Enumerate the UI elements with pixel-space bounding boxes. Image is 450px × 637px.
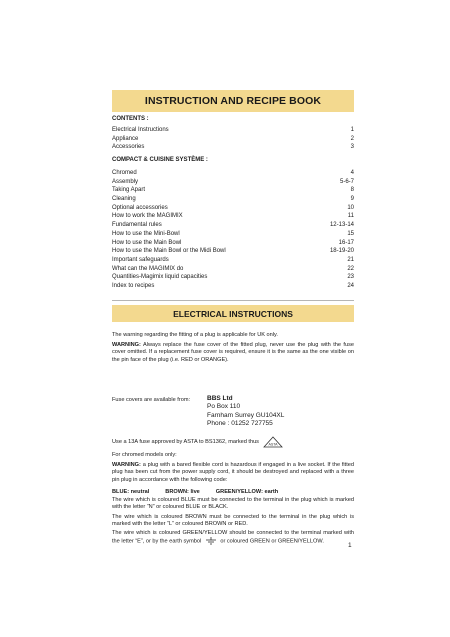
toc-label: Accessories [112, 144, 145, 151]
code-blue: BLUE: neutral [112, 489, 150, 495]
toc-label: Optional accessories [112, 204, 168, 211]
asta-fuse-note [112, 436, 283, 448]
supplier-phone: Phone : 01252 727755 [207, 420, 273, 428]
supplier-name: BBS Ltd [207, 395, 233, 402]
toc-row [112, 204, 354, 213]
toc-label: How to use the Main Bowl [112, 239, 182, 246]
electrical-title: ELECTRICAL INSTRUCTIONS [173, 308, 293, 319]
asta-mark-label: ASTA [268, 442, 278, 447]
book-title: INSTRUCTION AND RECIPE BOOK [144, 95, 322, 107]
toc-row [112, 256, 354, 265]
toc-label: Assembly [112, 178, 139, 185]
warning-text: Always replace the fuse cover of the fitted plug, never use the plug with the fuse cover omitted. If a replacement fuse cover is required, ensure it is the same as the one visible on the pin face of the plug (i.e. RED or ORANGE). [112, 342, 354, 363]
electrical-title-banner [112, 305, 354, 322]
toc-page: 10 [347, 204, 354, 211]
divider [112, 300, 354, 301]
toc-label: Appliance [112, 135, 139, 142]
toc-row [112, 169, 354, 178]
toc-row [112, 178, 354, 187]
toc-page: 1 [350, 127, 354, 133]
toc-row [112, 230, 354, 239]
toc-page: 15 [347, 230, 354, 237]
toc-page: 16-17 [338, 239, 354, 246]
asta-text: Use a 13A fuse approved by ASTA to BS1362, marked thus [112, 439, 259, 445]
toc-page: 5-6-7 [339, 178, 354, 185]
toc-page: 2 [350, 135, 354, 142]
toc-label: Cleaning [112, 196, 136, 203]
page-number: 1 [348, 542, 352, 549]
green-wire-text-a: The wire which is coloured GREEN/YELLOW should be connected to the terminal marked with the letter “E”, or by the earth symbol [112, 530, 354, 545]
toc-row [112, 221, 354, 230]
toc-row [112, 212, 354, 221]
toc-label: How to use the Mini-Bowl [112, 230, 180, 237]
toc-compact-cuisine [112, 169, 354, 291]
warning-bared-cord [112, 462, 354, 484]
toc-label: How to work the MAGIMIX [112, 213, 183, 220]
toc-row [112, 239, 354, 248]
toc-label: Quantities-Magimix liquid capacities [112, 274, 208, 281]
supplier-po-box: Po Box 110 [207, 403, 241, 411]
wire-color-codes [112, 489, 278, 495]
toc-page: 22 [347, 265, 354, 272]
toc-row [112, 282, 354, 291]
toc-label: How to use the Main Bowl or the Midi Bowl [112, 248, 226, 255]
toc-page: 9 [350, 196, 354, 203]
green-wire-text-b: or coloured GREEN or GREEN/YELLOW. [218, 538, 324, 545]
toc-label: Chromed [112, 170, 137, 176]
section-heading-compact: COMPACT & CUISINE SYSTÈME : [112, 157, 208, 163]
code-green-yellow: GREEN/YELLOW: earth [215, 489, 279, 495]
toc-page: 3 [350, 144, 354, 151]
brown-wire-instruction: The wire which is coloured BROWN must be connected to the terminal in the plug which is marked with the letter “L” or coloured BROWN or RED. [112, 514, 354, 528]
toc-page: 23 [347, 274, 354, 281]
toc-label: Index to recipes [112, 282, 155, 289]
toc-row [112, 186, 354, 195]
toc-row [112, 143, 354, 152]
toc-label: What can the MAGIMIX do [112, 265, 184, 272]
toc-label: Taking Apart [112, 187, 146, 194]
toc-row [112, 273, 354, 282]
toc-label: Important safeguards [112, 256, 169, 263]
toc-page: 18-19-20 [329, 248, 354, 255]
toc-row [112, 265, 354, 274]
warning-fuse-cover [112, 342, 354, 364]
toc-label: Electrical Instructions [112, 127, 169, 133]
toc-page: 11 [347, 213, 354, 220]
uk-warning-note: The warning regarding the fitting of a plug is applicable for UK only. [112, 332, 278, 338]
warning-label: WARNING: [112, 462, 141, 468]
asta-mark-icon [263, 436, 283, 448]
toc-row [112, 126, 354, 135]
toc-page: 8 [350, 187, 354, 194]
toc-row [112, 247, 354, 256]
fuse-covers-label: Fuse covers are available from: [112, 397, 191, 403]
chromed-note: For chromed models only: [112, 452, 177, 458]
book-title-banner [112, 90, 354, 112]
toc-page: 24 [347, 282, 354, 289]
contents-heading: CONTENTS : [112, 116, 149, 122]
toc-general [112, 126, 354, 152]
code-brown: BROWN: live [165, 489, 200, 495]
supplier-address [207, 395, 284, 429]
warning-label: WARNING: [112, 342, 141, 348]
earth-symbol-icon [205, 537, 217, 545]
supplier-town: Farnham Surrey GU104XL [207, 411, 285, 419]
toc-label: Fundamental rules [112, 222, 162, 229]
warning-text: a plug with a bared flexible cord is hazardous if engaged in a live socket. If the fitted plug has been cut from the power supply cord, it should be destroyed and replaced with a three pin plug in accordance with the following code: [112, 462, 354, 483]
toc-row [112, 135, 354, 144]
toc-page: 12-13-14 [329, 222, 354, 229]
blue-wire-instruction: The wire which is coloured BLUE must be connected to the terminal in the plug which is marked with the letter “N” or coloured BLUE or BLACK. [112, 497, 354, 511]
toc-page: 21 [347, 256, 354, 263]
green-wire-instruction [112, 530, 354, 546]
toc-row [112, 195, 354, 204]
toc-page: 4 [350, 170, 354, 176]
